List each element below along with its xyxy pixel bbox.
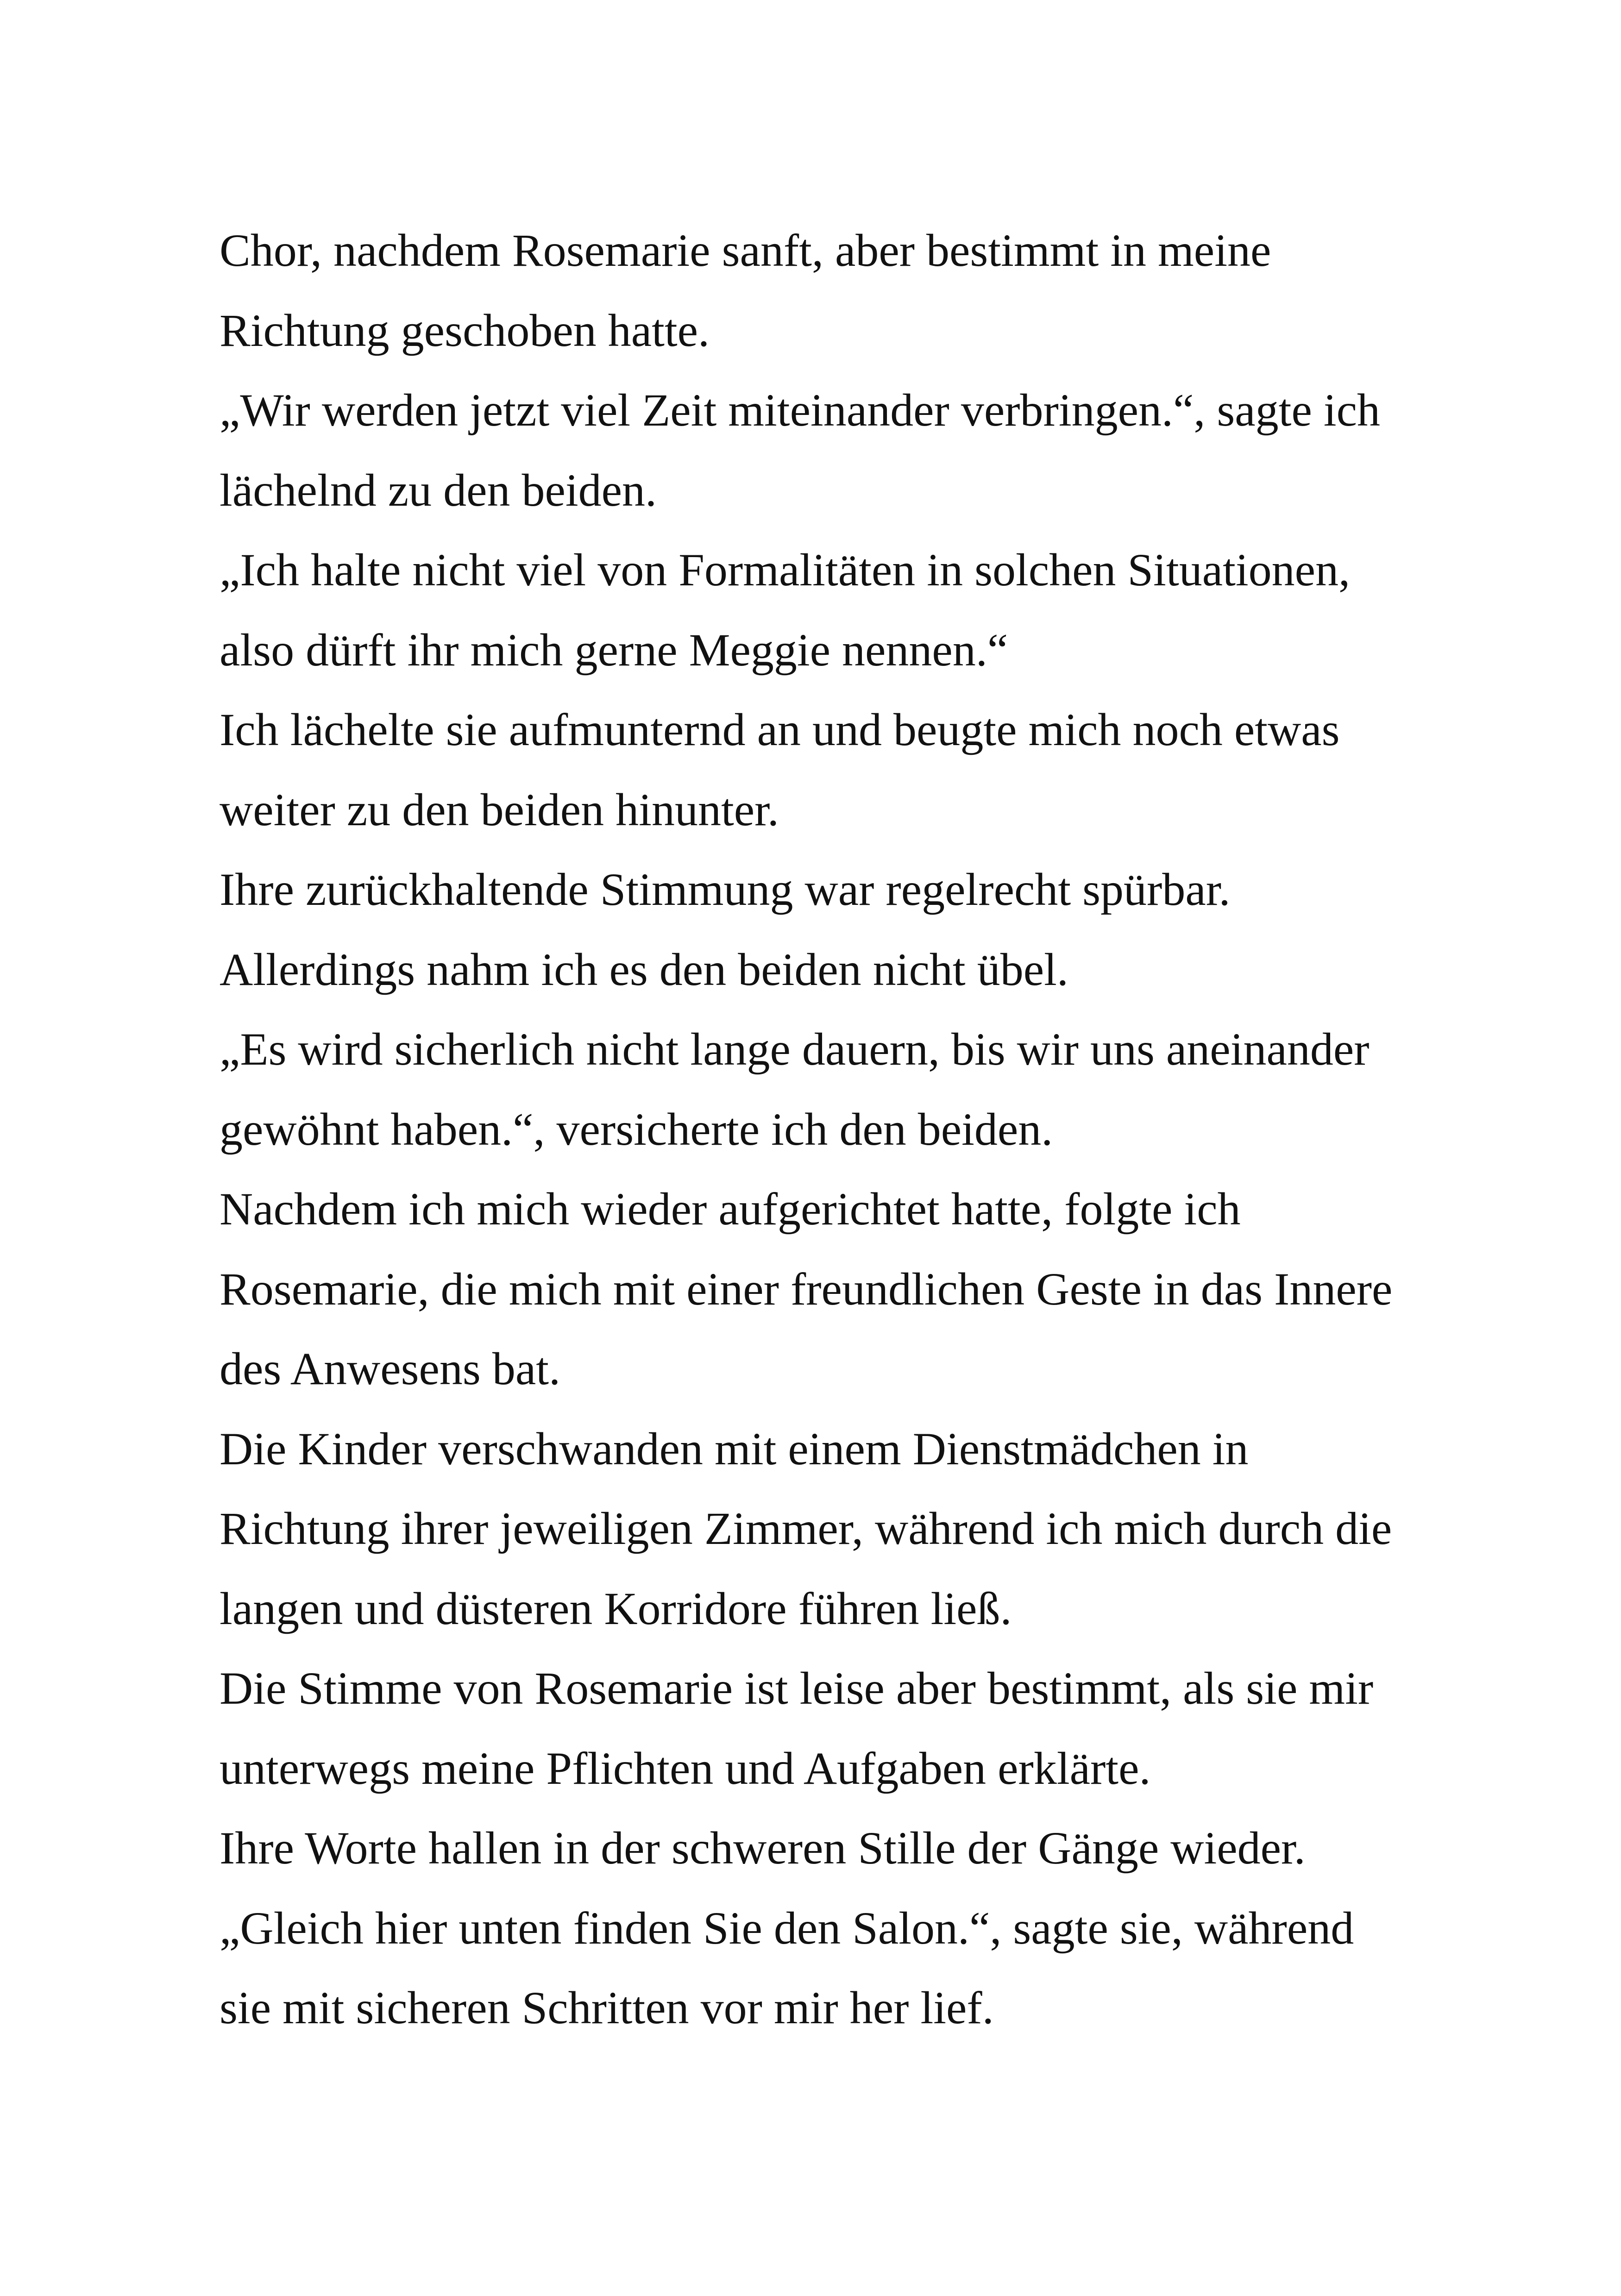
text-line: Chor, nachdem Rosemarie sanft, aber bestimmt in meine [220, 225, 1271, 276]
text-line: gewöhnt haben.“, versicherte ich den beiden. [220, 1103, 1053, 1155]
text-line: also dürft ihr mich gerne Meggie nennen.“ [220, 624, 1008, 676]
text-line: Richtung geschoben hatte. [220, 304, 710, 356]
text-line: Nachdem ich mich wieder aufgerichtet hatte, folgte ich [220, 1183, 1241, 1235]
text-line: „Wir werden jetzt viel Zeit miteinander verbringen.“, sagte ich [220, 384, 1381, 436]
text-line: Ihre Worte hallen in der schweren Stille der Gänge wieder. [220, 1822, 1306, 1874]
text-line: „Gleich hier unten finden Sie den Salon.“, sagte sie, während [220, 1902, 1354, 1954]
text-line: Rosemarie, die mich mit einer freundlichen Geste in das Innere [220, 1263, 1393, 1315]
text-line: Die Stimme von Rosemarie ist leise aber bestimmt, als sie mir [220, 1662, 1374, 1714]
body-text [220, 211, 1470, 2048]
text-line: des Anwesens bat. [220, 1343, 560, 1394]
text-line: Allerdings nahm ich es den beiden nicht übel. [220, 943, 1068, 995]
text-line: Die Kinder verschwanden mit einem Dienstmädchen in [220, 1423, 1249, 1474]
text-line: unterwegs meine Pflichten und Aufgaben erklärte. [220, 1742, 1151, 1794]
text-line: langen und düsteren Korridore führen ließ. [220, 1582, 1012, 1634]
text-line: weiter zu den beiden hinunter. [220, 784, 779, 835]
text-line: lächelnd zu den beiden. [220, 464, 657, 516]
text-line: „Ich halte nicht viel von Formalitäten in solchen Situationen, [220, 544, 1351, 596]
text-line: Ich lächelte sie aufmunternd an und beugte mich noch etwas [220, 704, 1340, 755]
text-line: Richtung ihrer jeweiligen Zimmer, während ich mich durch die [220, 1503, 1392, 1554]
text-line: „Es wird sicherlich nicht lange dauern, bis wir uns aneinander [220, 1023, 1370, 1075]
text-line: Ihre zurückhaltende Stimmung war regelrecht spürbar. [220, 864, 1231, 915]
text-line: sie mit sicheren Schritten vor mir her lief. [220, 1982, 994, 2033]
